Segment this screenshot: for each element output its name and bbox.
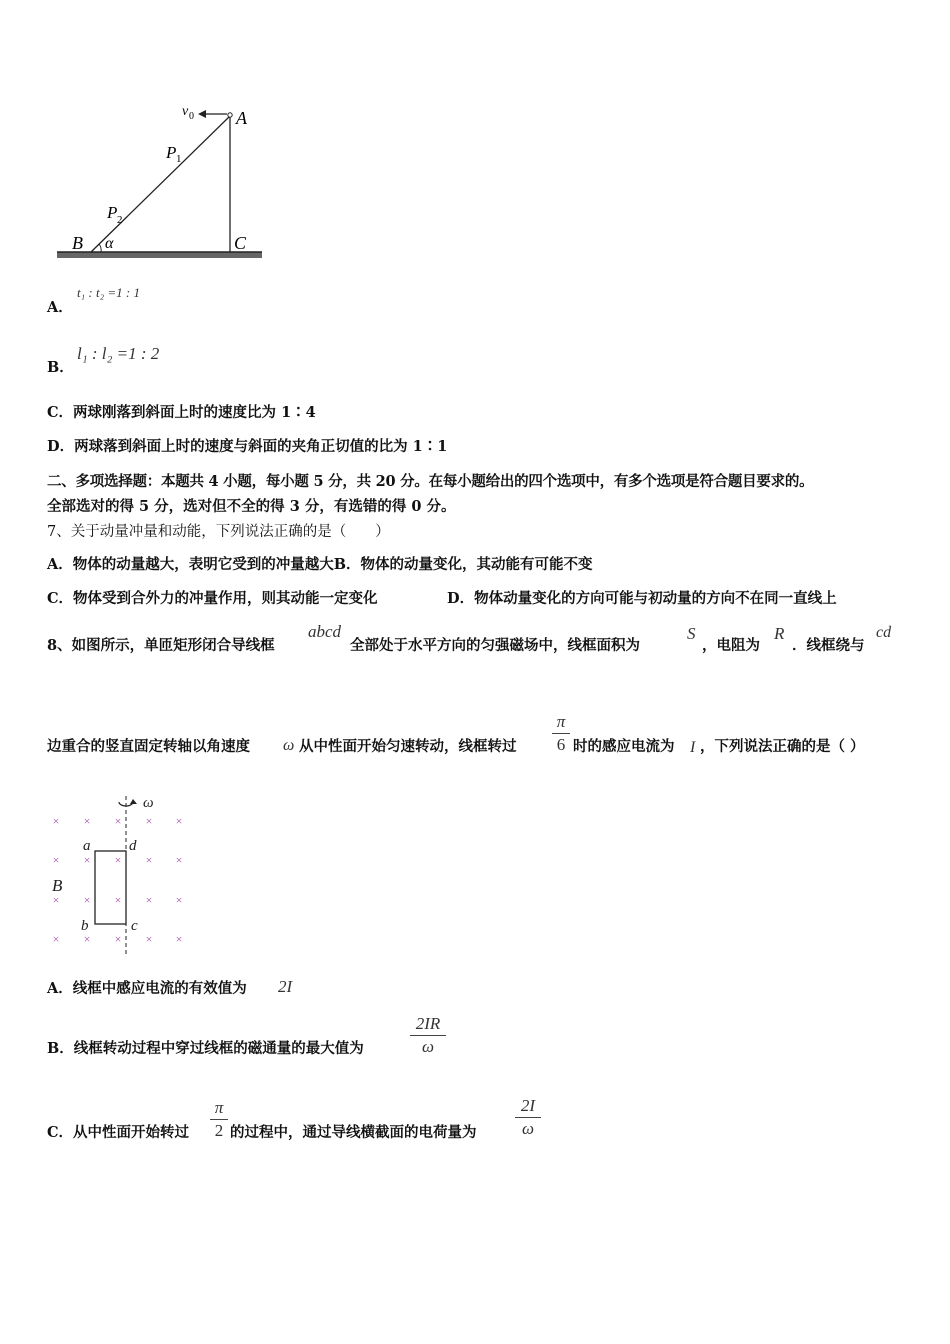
q7-stem: 7、关于动量冲量和动能，下列说法正确的是（ ） — [47, 524, 390, 540]
q8-option-B-fraction-num: 2IR — [415, 1014, 441, 1033]
rotation-arrow-head — [130, 799, 137, 804]
q8-stem-part1: 8、如图所示，单匝矩形闭合导线框 — [47, 637, 275, 654]
q8-stem-part4: ．线框绕与 — [792, 637, 865, 654]
magnetic-field-cross: × — [114, 814, 122, 828]
point-A-label: A — [236, 108, 247, 128]
magnetic-field-cross: × — [175, 932, 183, 946]
q8-stem-line2d: ，下列说法正确的是（ ） — [700, 738, 865, 755]
q8-R: R — [774, 624, 785, 643]
q7-option-C: C．物体受到合外力的冲量作用，则其动能一定变化 — [47, 590, 378, 607]
omega-label: ω — [143, 795, 154, 811]
magnetic-field-cross: × — [175, 893, 183, 907]
q6-option-D: D．两球落到斜面上时的速度与斜面的夹角正切值的比为 1∶1 — [47, 438, 448, 455]
v0-sub: 0 — [189, 111, 194, 122]
magnetic-field-cross: × — [52, 893, 60, 907]
corner-d-label: d — [129, 838, 137, 854]
q8-stem-part3: ，电阻为 — [702, 637, 760, 654]
magnetic-field-cross: × — [145, 932, 153, 946]
q8-option-B-fraction-den: ω — [421, 1037, 434, 1056]
q8-option-A-text: A．线框中感应电流的有效值为 — [47, 980, 247, 997]
section2-line1: 二、多项选择题：本题共 4 小题，每小题 5 分，共 20 分。在每小题给出的四个选项中，有多个选项是符合题目要求的。 — [47, 473, 814, 490]
magnetic-field-cross: × — [114, 893, 122, 907]
magnetic-field-cross: × — [83, 932, 91, 946]
magnetic-field-cross: × — [175, 814, 183, 828]
magnetic-field-cross: × — [145, 814, 153, 828]
magnetic-field-cross: × — [114, 853, 122, 867]
q8-option-C-fraction1-num: π — [214, 1098, 224, 1117]
q7-option-D: D．物体动量变化的方向可能与初动量的方向不在同一直线上 — [447, 590, 837, 607]
q8-option-C-fraction2-num: 2I — [520, 1096, 536, 1115]
q8-stem-line2b: 从中性面开始匀速转动，线框转过 — [299, 738, 517, 755]
P1-label: P — [166, 143, 177, 162]
q6-option-C: C．两球刚落到斜面上时的速度比为 1∶4 — [47, 404, 316, 421]
q8-option-C-fraction2-den: ω — [521, 1119, 534, 1138]
magnetic-field-cross: × — [175, 853, 183, 867]
magnetic-field-cross: × — [145, 853, 153, 867]
q6-option-B-letter: B． — [47, 359, 74, 376]
magnetic-field-cross: × — [145, 893, 153, 907]
corner-b-label: b — [81, 918, 89, 934]
point-C-label: C — [234, 233, 247, 253]
q8-omega: ω — [283, 737, 295, 754]
q8-cd: cd — [876, 624, 892, 641]
q8-stem-part2: 全部处于水平方向的匀强磁场中，线框面积为 — [350, 637, 640, 654]
P2-label: P — [107, 203, 118, 222]
q8-I: I — [690, 739, 696, 756]
q8-fraction-pi-over-6-den: 6 — [556, 735, 566, 754]
q8-stem-line2a: 边重合的竖直固定转轴以角速度 — [47, 738, 250, 755]
q8-option-A-value: 2I — [278, 977, 293, 996]
q6-option-A-formula: t₁ : t₂ =1 : 1 — [77, 285, 140, 300]
section2-line2: 全部选对的得 5 分，选对但不全的得 3 分，有选错的得 0 分。 — [47, 498, 456, 515]
corner-a-label: a — [83, 838, 91, 854]
incline-figure — [55, 100, 275, 260]
corner-c-label: c — [131, 918, 138, 934]
magnetic-field-cross: × — [83, 814, 91, 828]
q7-options-A-B: A．物体的动量越大，表明它受到的冲量越大B．物体的动量变化，其动能有可能不变 — [47, 556, 593, 573]
q8-option-C-text2: 的过程中，通过导线横截面的电荷量为 — [230, 1124, 477, 1141]
magnetic-field-cross: × — [52, 853, 60, 867]
q6-option-B-formula: l₁ : l₂ =1 : 2 — [77, 344, 160, 363]
q8-option-C-fraction1 — [210, 1098, 228, 1141]
alpha-label: α — [105, 235, 114, 252]
q8-S: S — [687, 624, 696, 643]
magnetic-field-cross: × — [52, 932, 60, 946]
q8-option-C-fraction2 — [515, 1096, 541, 1139]
P2-sub: 2 — [117, 214, 123, 226]
v0-label: v — [182, 104, 189, 119]
q8-abcd: abcd — [308, 622, 342, 641]
q8-option-C-text1: C．从中性面开始转过 — [47, 1124, 190, 1141]
q8-option-B-fraction — [410, 1014, 446, 1057]
P1-sub: 1 — [176, 153, 182, 165]
magnetic-field-cross: × — [83, 893, 91, 907]
q8-fraction-pi-over-6-num: π — [556, 712, 566, 731]
point-B-label: B — [72, 233, 83, 253]
q8-fraction-pi-over-6 — [552, 712, 570, 755]
q8-stem-line2c: 时的感应电流为 — [573, 738, 675, 755]
magnetic-field-cross: × — [52, 814, 60, 828]
q8-option-B-text: B．线框转动过程中穿过线框的磁通量的最大值为 — [47, 1040, 364, 1057]
q8-option-C-fraction1-den: 2 — [214, 1121, 224, 1140]
field-B-label: B — [52, 876, 63, 895]
magnetic-field-cross: × — [83, 853, 91, 867]
magnetic-field-cross: × — [114, 932, 122, 946]
q6-option-A-letter: A． — [47, 299, 73, 316]
coil-figure — [45, 790, 195, 960]
